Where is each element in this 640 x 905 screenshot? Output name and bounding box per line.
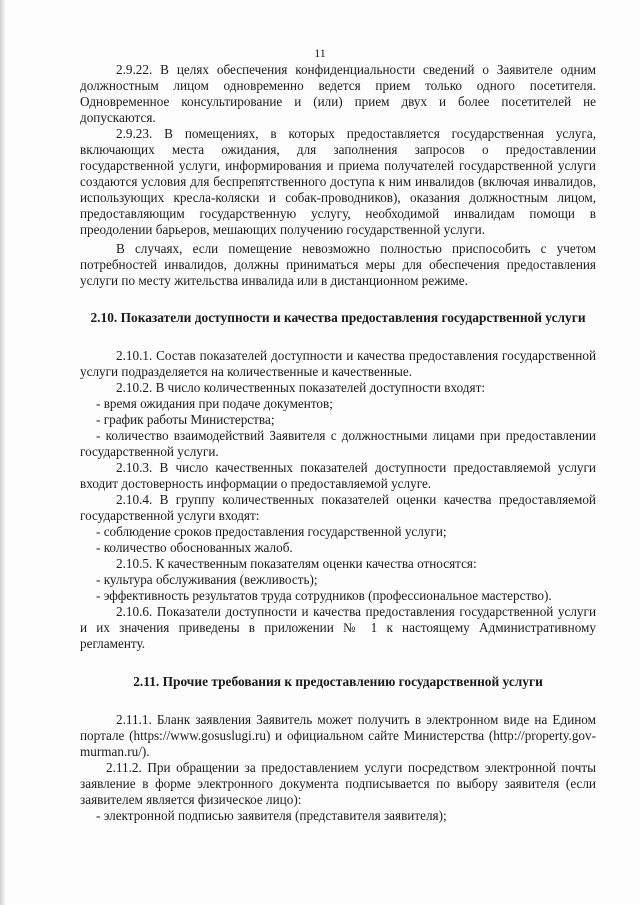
list-item: - график работы Министерства; — [96, 412, 275, 427]
paragraph-2-10-5: 2.10.5. К качественным показателям оценки качества относятся: — [116, 556, 477, 571]
paragraph-2-10-3: 2.10.3. В число качественных показателей доступности предоставляемой услуги входит достоверность информации о предоставляемой услуге. — [80, 460, 596, 491]
scan-edge-shadow — [0, 0, 6, 905]
list-item: - эффективность результатов труда сотрудников (профессиональное мастерство). — [96, 588, 552, 603]
page-number: 11 — [314, 46, 326, 60]
section-heading-2-10: 2.10. Показатели доступности и качества предоставления государственной услуги — [90, 310, 586, 325]
list-item: - время ожидания при подаче документов; — [96, 396, 333, 411]
paragraph-2-9-22: 2.9.22. В целях обеспечения конфиденциальности сведений о Заявителе одним должностным лицом одновременно ведется прием только одного посетителя. Одновременное консультирование и (или) прием двух и более посетителей не допускаются. — [80, 62, 596, 125]
paragraph-2-11-1: 2.11.1. Бланк заявления Заявитель может получить в электронном виде на Едином портале (https://www.gosuslugi.ru) и официальном сайте Министерства (http://property.gov-murman.ru/). — [80, 712, 596, 759]
paragraph-2-10-4: 2.10.4. В группу количественных показателей оценки качества предоставляемой государственной услуги входят: — [80, 492, 596, 523]
paragraph-2-10-2: 2.10.2. В число количественных показателей доступности входят: — [116, 380, 486, 395]
list-item: - культура обслуживания (вежливость); — [96, 572, 318, 587]
paragraph-2-9-23: 2.9.23. В помещениях, в которых предоставляется государственная услуга, включающих места ожидания, для заполнения запросов о предоставлении государственной услуги, информирования и приема получателей государственной услуги создаются условия для беспрепятственного доступа к ним инвалидов (включая инвалидов, использующих кресла-коляски и собак-проводников), оказания должностным лицом, предоставляющим государственную услугу, необходимой инвалидам помощи в преодолении барьеров, мешающих получению государственной услуги. — [80, 126, 596, 237]
list-item: - количество обоснованных жалоб. — [96, 540, 293, 555]
paragraph-2-10-1: 2.10.1. Состав показателей доступности и качества предоставления государственной услуги подразделяется на количественные и качественные. — [80, 348, 596, 379]
paragraph-2-11-2: 2.11.2. При обращении за предоставлением услуги посредством электронной почты заявление в форме электронного документа подписывается по выбору заявителя (если заявителем является физическое лицо): — [80, 760, 596, 807]
section-heading-2-11: 2.11. Прочие требования к предоставлению государственной услуги — [133, 674, 543, 689]
paragraph-2-10-6: 2.10.6. Показатели доступности и качества предоставления государственной услуги и их значения приведены в приложении № 1 к настоящему Административному регламенту. — [80, 604, 596, 651]
list-item: - электронной подписью заявителя (представителя заявителя); — [96, 808, 447, 823]
list-item: - соблюдение сроков предоставления государственной услуги; — [96, 524, 447, 539]
document-body — [80, 62, 596, 824]
paragraph-disabled-access: В случаях, если помещение невозможно полностью приспособить с учетом потребностей инвалидов, должны приниматься меры для обеспечения предоставления услуги по месту жительства инвалида или в дистанционном режиме. — [80, 241, 596, 288]
list-item: - количество взаимодействий Заявителя с должностными лицами при предоставлении государственной услуги. — [80, 428, 596, 459]
